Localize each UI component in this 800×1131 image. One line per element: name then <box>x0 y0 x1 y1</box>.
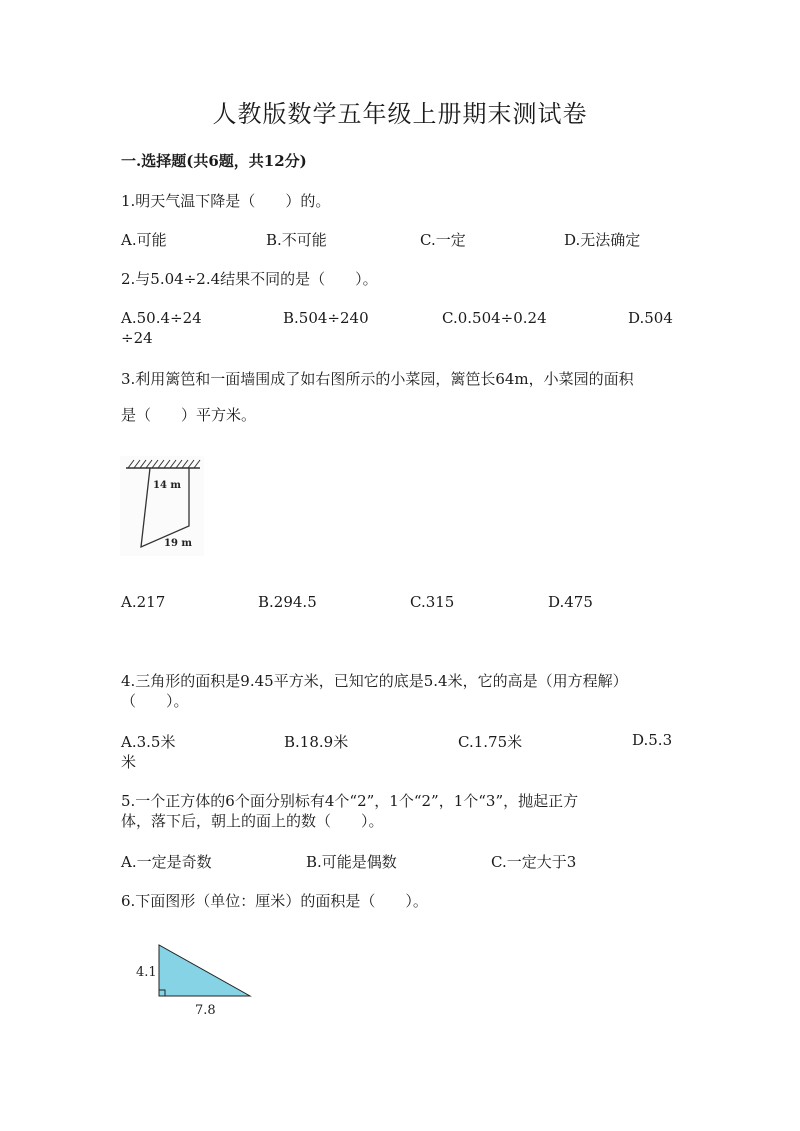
question-5-stem-line-2: 体，落下后，朝上的面上的数（ ）。 <box>121 812 384 830</box>
question-3-stem-line-2: 是（ ）平方米。 <box>121 406 257 424</box>
question-2-option-d-wrap: ÷24 <box>121 329 153 347</box>
page-title: 人教版数学五年级上册期末测试卷 <box>212 100 588 128</box>
question-2-option-a: A.50.4÷24 <box>121 309 202 327</box>
question-3-option-c: C.315 <box>410 593 455 611</box>
question-4-option-d-wrap: 米 <box>121 753 137 771</box>
question-3-option-a: A.217 <box>121 593 166 611</box>
question-2-option-d: D.504 <box>628 309 673 327</box>
question-5-option-c: C.一定大于3 <box>491 853 577 871</box>
question-5-option-b: B.可能是偶数 <box>306 853 397 871</box>
question-1-option-c: C.一定 <box>420 231 466 249</box>
garden-bottom-label: 19 m <box>164 538 192 549</box>
question-2-option-c: C.0.504÷0.24 <box>442 309 547 327</box>
triangle-figure <box>130 940 260 1020</box>
garden-figure <box>120 456 204 556</box>
question-4-stem-line-1: 4.三角形的面积是9.45平方米，已知它的底是5.4米，它的高是（用方程解） <box>121 672 628 690</box>
triangle-shape <box>159 945 250 996</box>
question-2-stem: 2.与5.04÷2.4结果不同的是（ ）。 <box>121 270 378 288</box>
question-4-stem-line-2: （ ）。 <box>121 692 189 710</box>
question-1-option-d: D.无法确定 <box>564 231 641 249</box>
triangle-height-label: 4.1 <box>136 965 157 980</box>
question-3-option-b: B.294.5 <box>258 593 317 611</box>
question-1-option-b: B.不可能 <box>266 231 327 249</box>
section-heading: 一.选择题(共6题，共12分) <box>121 152 307 170</box>
question-5-stem-line-1: 5.一个正方体的6个面分别标有4个“2”，1个“2”，1个“3”，抛起正方 <box>121 792 579 810</box>
question-2-option-b: B.504÷240 <box>283 309 369 327</box>
garden-top-label: 14 m <box>153 480 181 491</box>
triangle-base-label: 7.8 <box>195 1003 216 1018</box>
question-4-option-d: D.5.3 <box>632 731 673 749</box>
question-3-option-d: D.475 <box>548 593 593 611</box>
question-1-stem: 1.明天气温下降是（ ）的。 <box>121 192 331 210</box>
question-5-option-a: A.一定是奇数 <box>121 853 212 871</box>
question-4-option-b: B.18.9米 <box>284 733 349 751</box>
question-4-option-c: C.1.75米 <box>458 733 523 751</box>
question-6-stem: 6.下面图形（单位：厘米）的面积是（ ）。 <box>121 892 428 910</box>
question-4-option-a: A.3.5米 <box>121 733 176 751</box>
question-3-stem-line-1: 3.利用篱笆和一面墙围成了如右图所示的小菜园，篱笆长64m，小菜园的面积 <box>121 370 634 388</box>
question-1-option-a: A.可能 <box>121 231 167 249</box>
